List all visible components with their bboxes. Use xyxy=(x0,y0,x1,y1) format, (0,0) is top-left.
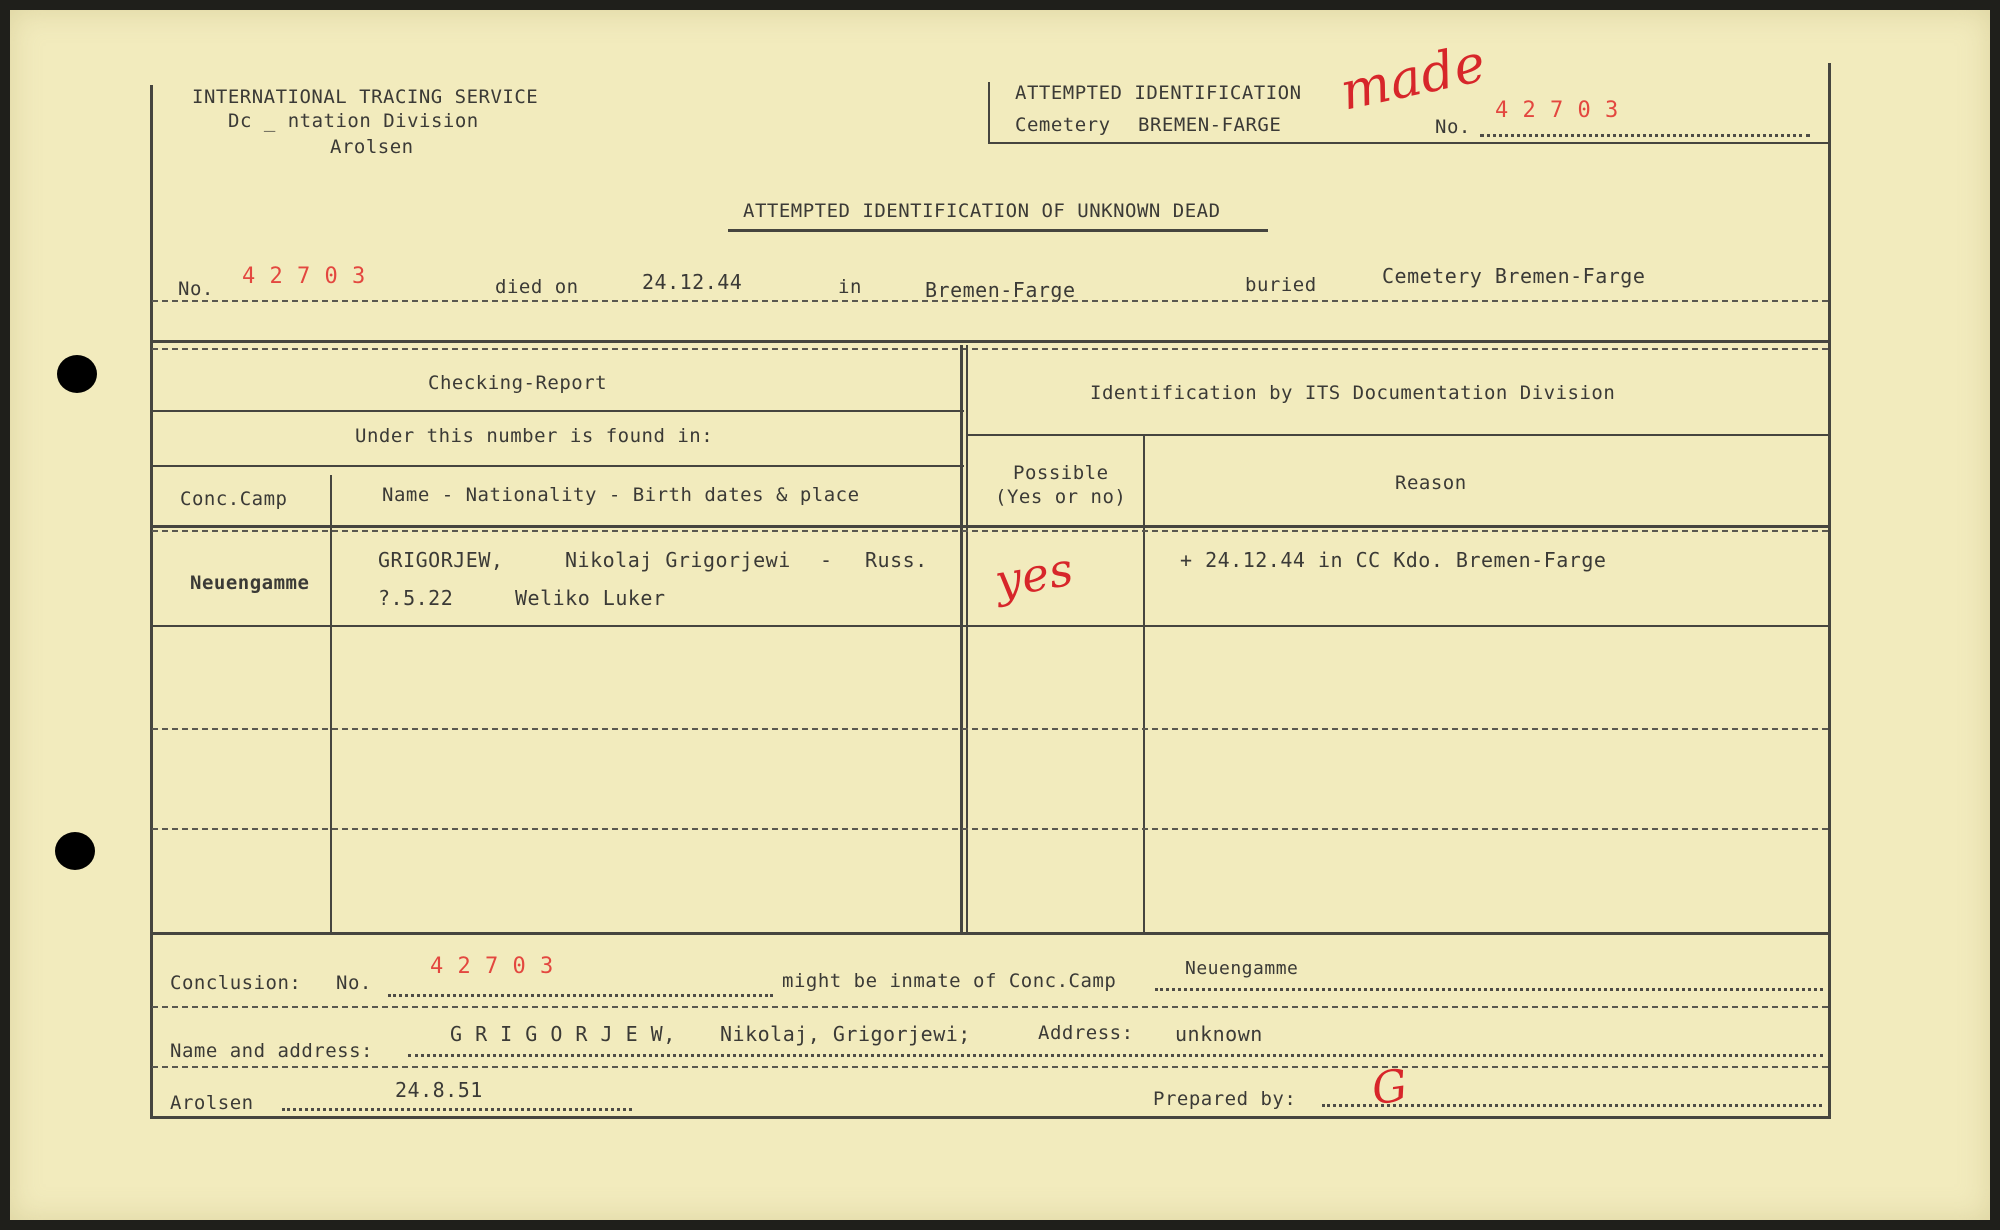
row1-camp: Neuengamme xyxy=(190,572,310,594)
died-label: died on xyxy=(495,276,579,298)
conclusion-label: Conclusion: xyxy=(170,972,302,994)
header-box-left xyxy=(988,82,990,144)
column-possible-2: (Yes or no) xyxy=(995,486,1127,508)
column-header-line xyxy=(152,525,1828,528)
handwritten-annotation: made xyxy=(1335,33,1492,123)
conclusion-no-dotline xyxy=(388,994,773,997)
address-value: unknown xyxy=(1175,1022,1263,1046)
form-title: ATTEMPTED IDENTIFICATION OF UNKNOWN DEAD xyxy=(743,200,1221,222)
conclusion-given-name: Nikolaj, Grigorjewi; xyxy=(720,1022,971,1046)
row1-birthdate: ?.5.22 xyxy=(378,586,454,610)
checking-sub-line xyxy=(152,465,964,467)
column-name: Name - Nationality - Birth dates & place xyxy=(382,484,860,506)
punch-hole-top xyxy=(57,355,97,393)
frame-left xyxy=(150,85,153,1118)
record-line xyxy=(152,300,1828,302)
row1-birthplace: Weliko Luker xyxy=(515,586,666,610)
table-top-line xyxy=(152,340,1828,343)
punch-hole-bottom xyxy=(55,832,95,870)
header-no-label: No. xyxy=(1435,116,1471,138)
prepared-by-initial: G xyxy=(1368,1059,1412,1116)
cemetery-value: BREMEN-FARGE xyxy=(1138,114,1282,136)
checking-title-line xyxy=(152,410,964,412)
row1-reason: + 24.12.44 in CC Kdo. Bremen-Farge xyxy=(1180,548,1607,572)
header-no-value: 4 2 7 0 3 xyxy=(1495,98,1619,123)
org-name: INTERNATIONAL TRACING SERVICE xyxy=(192,86,539,108)
table-divider-possible xyxy=(1143,435,1145,935)
document-card xyxy=(10,10,1990,1220)
name-address-label: Name and address: xyxy=(170,1040,373,1062)
row1-surname: GRIGORJEW, xyxy=(378,548,504,572)
row1-dash: - xyxy=(820,548,833,572)
died-value: 24.12.44 xyxy=(642,270,743,294)
row1-possible: yes xyxy=(990,541,1078,609)
name-address-separator xyxy=(152,1066,1828,1068)
column-reason: Reason xyxy=(1395,472,1467,494)
column-conc-camp: Conc.Camp xyxy=(180,488,288,510)
org-location: Arolsen xyxy=(330,136,414,158)
table-divider-camp xyxy=(330,475,332,935)
frame-bottom xyxy=(150,1116,1831,1119)
conclusion-no-value: 4 2 7 0 3 xyxy=(430,954,554,979)
row1-given-name: Nikolaj Grigorjewi xyxy=(565,548,791,572)
org-division: Dc _ ntation Division xyxy=(228,110,479,132)
checking-report-subtitle: Under this number is found in: xyxy=(355,425,714,447)
conclusion-surname: G R I G O R J E W, xyxy=(450,1022,676,1046)
table-divider-main xyxy=(960,345,963,935)
name-address-dotline xyxy=(408,1054,1823,1057)
row-line-2 xyxy=(152,728,1828,730)
conclusion-separator xyxy=(152,1006,1828,1008)
frame-right xyxy=(1828,63,1831,1118)
place-date-dotline xyxy=(282,1108,632,1111)
in-label: in xyxy=(838,276,862,298)
conclusion-camp-dotline xyxy=(1155,988,1823,991)
checking-report-title: Checking-Report xyxy=(428,372,608,394)
conclusion-no-label: No. xyxy=(336,972,372,994)
record-no-value: 4 2 7 0 3 xyxy=(242,264,366,289)
table-bottom-line xyxy=(152,932,1828,935)
row-line-3 xyxy=(152,828,1828,830)
place-label: Arolsen xyxy=(170,1092,254,1114)
ident-title-line xyxy=(966,434,1828,436)
prepared-by-label: Prepared by: xyxy=(1153,1088,1297,1110)
column-possible-1: Possible xyxy=(1013,462,1109,484)
header-no-dotline xyxy=(1480,134,1810,137)
identification-title: Identification by ITS Documentation Division xyxy=(1090,382,1616,404)
conclusion-camp-value: Neuengamme xyxy=(1185,958,1299,979)
row1-nationality: Russ. xyxy=(865,548,928,572)
in-value: Bremen-Farge xyxy=(925,278,1076,302)
box-title: ATTEMPTED IDENTIFICATION xyxy=(1015,82,1302,104)
cemetery-label: Cemetery xyxy=(1015,114,1111,136)
date-value: 24.8.51 xyxy=(395,1078,483,1102)
might-be-label: might be inmate of Conc.Camp xyxy=(782,970,1117,992)
header-box-bottom xyxy=(988,142,1830,144)
form-title-underline xyxy=(728,229,1268,232)
address-label: Address: xyxy=(1038,1022,1134,1044)
column-header-line-2 xyxy=(152,530,1828,532)
buried-label: buried xyxy=(1245,274,1317,296)
table-top-line-2 xyxy=(152,348,1828,350)
buried-value: Cemetery Bremen-Farge xyxy=(1382,264,1646,288)
row-line-1 xyxy=(152,625,1828,627)
record-no-label: No. xyxy=(178,278,214,300)
